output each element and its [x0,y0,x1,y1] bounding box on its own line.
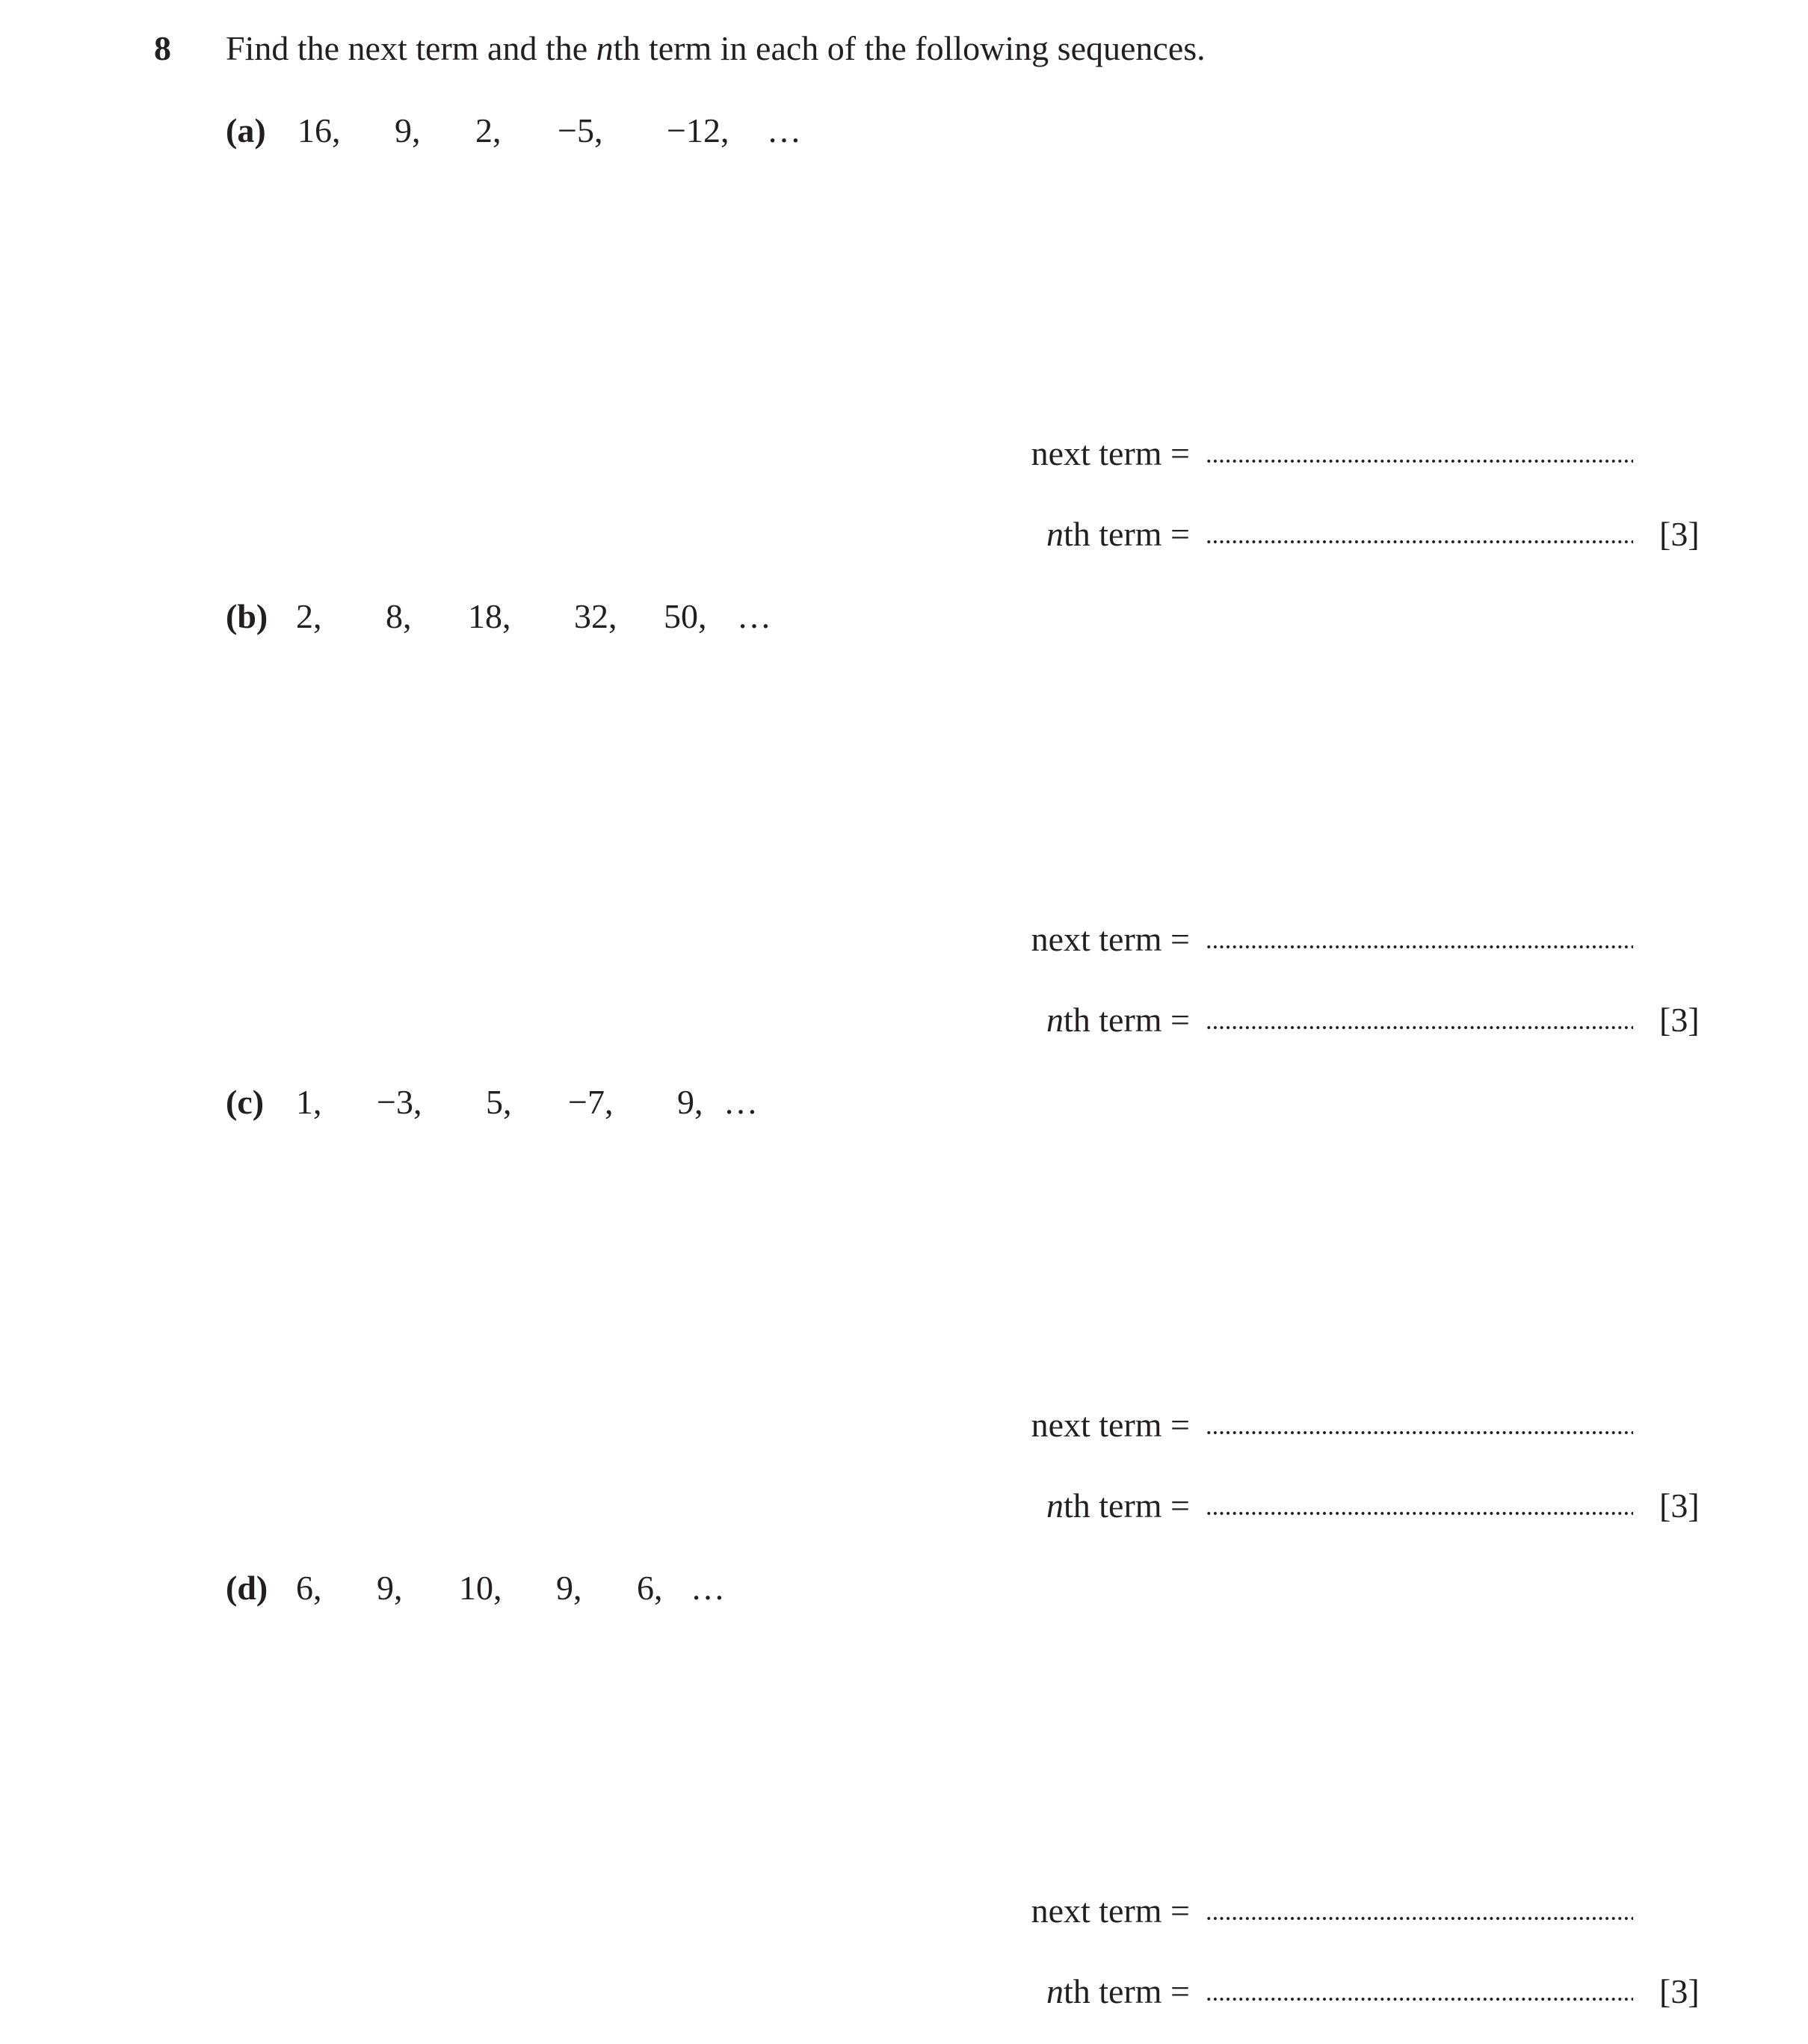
nth-term-text: th term = [1063,1486,1190,1525]
marks-allocation: [3] [1659,1486,1700,1525]
nth-term-text: th term = [1063,1972,1190,2010]
question-number: 8 [154,29,171,67]
next-term-label: next term = [1031,434,1190,472]
next-term-answer-line[interactable] [1206,459,1633,463]
nth-term-label [741,1000,1190,1040]
sequence-term: 6, [637,1569,663,1607]
nth-variable-n: n [1046,1486,1064,1525]
nth-term-answer-line[interactable] [1206,1997,1633,2001]
nth-variable-n: n [1046,515,1064,553]
nth-term-text: th term = [1063,515,1190,553]
part-c-label: (c) [226,1083,265,1121]
sequence-term: 5, [486,1083,512,1121]
nth-term-answer-line[interactable] [1206,1025,1633,1030]
stem-variable-n: n [596,29,614,67]
nth-term-answer-line[interactable] [1206,540,1633,544]
nth-term-text: th term = [1063,1001,1190,1039]
stem-text-after: th term in each of the following sequences. [613,29,1206,67]
sequence-term: 9, [377,1569,403,1607]
part-a-label: (a) [226,111,266,149]
sequence-term: 32, [574,597,617,635]
sequence-term: −7, [568,1083,614,1121]
nth-variable-n: n [1046,1972,1064,2010]
sequence-term: 2, [475,111,502,149]
nth-variable-n: n [1046,1001,1064,1039]
sequence-term: 9, [395,111,421,149]
next-term-answer-line[interactable] [1206,1916,1633,1921]
question-stem [226,28,1206,68]
sequence-term: 1, [296,1083,322,1121]
sequence-term: 8, [386,597,412,635]
nth-term-answer-line[interactable] [1206,1511,1633,1516]
stem-text-before: Find the next term and the [226,29,596,67]
nth-term-label [741,1972,1190,2011]
nth-term-label [741,1486,1190,1525]
marks-allocation: [3] [1659,515,1700,553]
sequence-term: −3, [377,1083,422,1121]
sequence-ellipsis: … [737,597,771,635]
sequence-term: 9, [677,1083,703,1121]
next-term-label: next term = [1031,1892,1190,1930]
sequence-term: 16, [297,111,341,149]
part-b-label: (b) [226,597,268,635]
sequence-ellipsis: … [767,111,801,149]
part-d-label: (d) [226,1569,268,1607]
next-term-label: next term = [1031,1406,1190,1444]
sequence-ellipsis: … [691,1569,725,1607]
sequence-ellipsis: … [723,1083,758,1121]
nth-term-label [741,514,1190,554]
marks-allocation: [3] [1659,1972,1700,2010]
next-term-answer-line[interactable] [1206,945,1633,949]
sequence-term: 10, [459,1569,502,1607]
sequence-term: 50, [664,597,707,635]
sequence-term: 18, [468,597,511,635]
sequence-term: −5, [558,111,603,149]
sequence-term: 6, [296,1569,322,1607]
sequence-term: −12, [667,111,729,149]
marks-allocation: [3] [1659,1001,1700,1039]
next-term-label: next term = [1031,920,1190,958]
sequence-term: 9, [556,1569,582,1607]
next-term-answer-line[interactable] [1206,1430,1633,1435]
sequence-term: 2, [296,597,322,635]
